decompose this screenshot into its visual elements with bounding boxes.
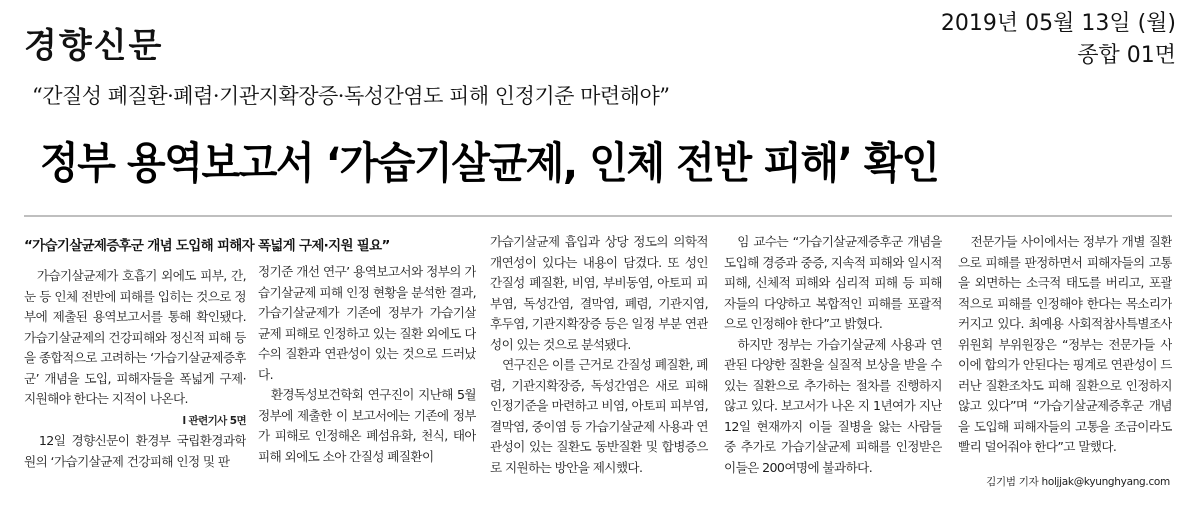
article-headline: 정부 용역보고서 ‘가습기살균제, 인체 전반 피해’ 확인 [40,139,939,189]
paragraph: 연구진은 이를 근거로 간질성 폐질환, 폐렴, 기관지확장증, 독성간염은 새로 피해 인정기준을 마련하고 비염, 아토피 피부염, 결막염, 중이염 등 가습기살균제 사용과 연관성이 있는 질환도 동반질환 및 합병증으로 지원하는 방안을 제시했다. [490,357,708,475]
article-subhead: “간질성 폐질환·폐렴·기관지확장증·독성간염도 피해 인정기준 마련해야” [32,84,670,108]
paragraph: 가습기살균제가 호흡기 외에도 피부, 간, 눈 등 인체 전반에 피해를 입히는 것으로 정부에 제출된 용역보고서를 통해 확인됐다. 가습기살균제의 건강피해와 정신적 피해 등을 종합적으로 고려하는 ‘가습기살균제증후군’ 개념을 도입, 피해자들을 폭넓게 구제·지원해야 한다는 지적이 나온다. [24,268,246,406]
related-article-note: l 관련기사 5면 [182,414,246,427]
dateline [941,8,1176,72]
headline-rule [24,215,1172,217]
article-column-3 [490,232,708,512]
section-page: 종합 01면 [1077,43,1176,68]
paragraph: 가습기살균제 흡입과 상당 정도의 의학적 개연성이 있다는 내용이 담겼다. 또 성인 간질성 폐질환, 비염, 부비동염, 아토피 피부염, 독성간염, 결막염, 폐렴, 기관지염, 후두염, 기관지확장증 등은 일정 부분 연관성이 있는 것으로 분석됐다. [490,234,708,352]
article-column-5 [958,232,1172,470]
publication-date: 2019년 05월 13일 (월) [940,11,1176,36]
article-deck: “가습기살균제증후군 개념 도입해 피해자 폭넓게 구제·지원 필요” [24,238,390,254]
article-byline: 김기범 기자 holjjak@kyunghyang.com [986,476,1170,488]
article-column-2 [258,262,476,514]
article-column-4 [724,232,942,512]
paragraph: 임 교수는 “가습기살균제증후군 개념을 도입해 경증과 중증, 지속적 피해와 일시적 피해, 신체적 피해와 심리적 피해 등 피해자들의 다양하고 복합적인 피해를 포괄적으로 인정해야 한다”고 밝혔다. [724,234,942,331]
newspaper-masthead: 경향신문 [24,26,164,66]
paragraph: 하지만 정부는 가습기살균제 사용과 연관된 다양한 질환을 실질적 보상을 받을 수 있는 질환으로 추가하는 절차를 진행하지 않고 있다. 보고서가 나온 지 1년여가 지난 12일 현재까지 이들 질병을 앓는 사람들 중 추가로 가습기살균제 피해를 인정받은 이들은 200여명에 불과하다. [724,336,942,475]
paragraph: 12일 경향신문이 환경부 국립환경과학원의 ‘가습기살균제 건강피해 인정 및 판 [24,433,246,469]
paragraph: 전문가들 사이에서는 정부가 개별 질환으로 피해를 판정하면서 피해자들의 고통을 외면하는 소극적 태도를 버리고, 포괄적으로 피해를 인정해야 한다는 목소리가 커지고 있다. 최예용 사회적참사특별조사위원회 부위원장은 “정부는 전문가들 사이에 합의가 안된다는 핑계로 연관성이 드러난 질환조차도 피해 질환으로 인정하지 않고 있다”며 “가습기살균제증후군 개념을 도입해 피해자들의 고통을 조금이라도 빨리 덜어줘야 한다”고 말했다. [958,234,1172,454]
article-column-1 [24,266,246,514]
paragraph: 정기준 개선 연구’ 용역보고서와 정부의 가습기살균제 피해 인정 현황을 분석한 결과, 가습기살균제가 기존에 정부가 가습기살균제 피해로 인정하고 있는 질환 외에도 다수의 질환과 연관성이 있는 것으로 드러났다. [258,264,476,382]
paragraph: 환경독성보건학회 연구진이 지난해 5월 정부에 제출한 이 보고서에는 기존에 정부가 피해로 인정해온 폐섬유화, 천식, 태아 피해 외에도 소아 간질성 폐질환이 [258,387,476,464]
